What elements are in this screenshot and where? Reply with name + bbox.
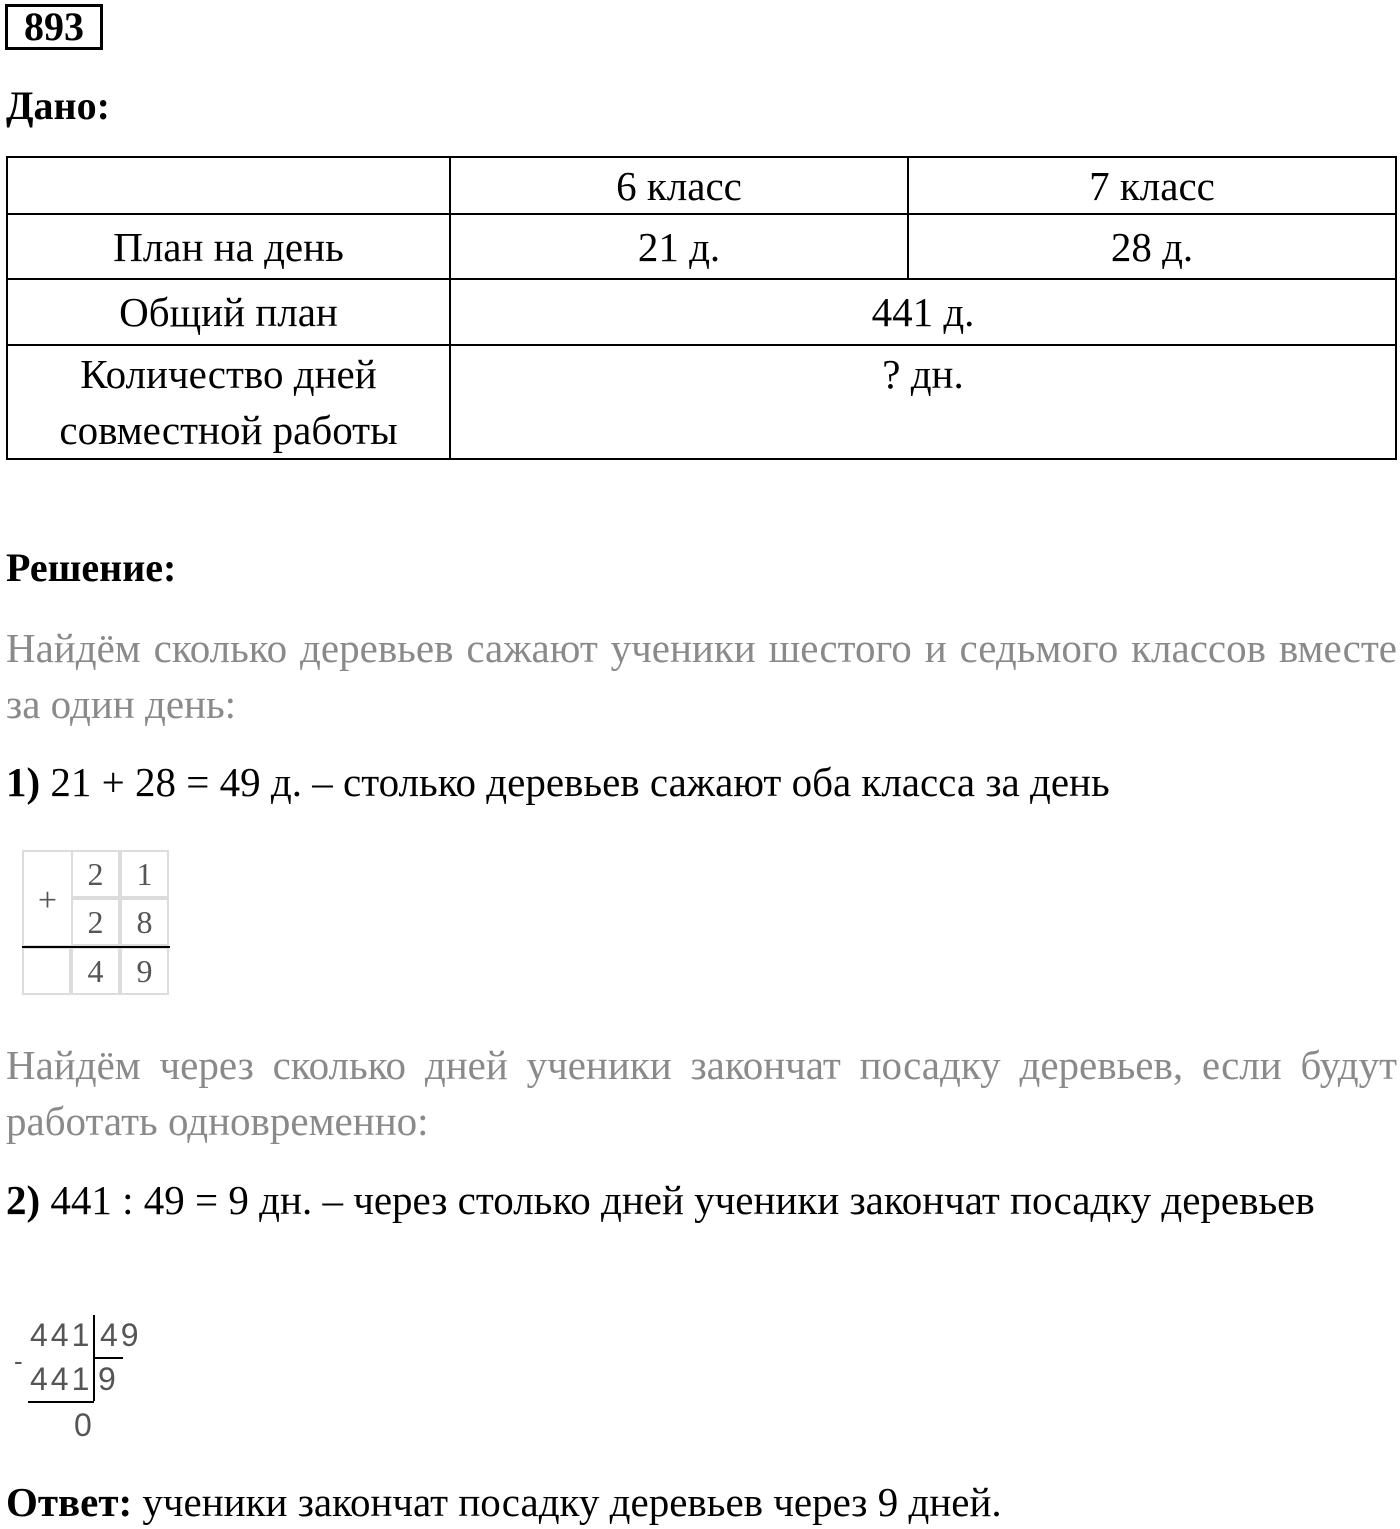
row-label-total-plan: Общий план (7, 279, 450, 345)
table-header-empty (7, 157, 450, 214)
row-label-days-line2: совместной работы (59, 407, 398, 453)
plus-sign: + (22, 850, 71, 947)
sum-digit: 9 (120, 947, 169, 995)
divisor: 49 (100, 1317, 142, 1353)
table-header-row (7, 157, 1396, 214)
addend2-digit: 2 (71, 898, 120, 946)
step-1-text: 21 + 28 = 49 д. – столько деревьев сажают оба класса за день (40, 759, 1110, 805)
daily-plan-class7: 28 д. (908, 214, 1396, 279)
given-heading: Дано: (6, 83, 110, 128)
table-row (7, 279, 1396, 345)
table-header-class6: 6 класс (450, 157, 908, 214)
addend1-digit: 1 (120, 850, 169, 898)
days-value: ? дн. (450, 345, 1396, 459)
step-1-number: 1) (6, 759, 41, 805)
quotient: 9 (98, 1361, 119, 1397)
addend2-digit: 8 (120, 898, 169, 946)
long-division (14, 1315, 154, 1445)
table-row (7, 214, 1396, 279)
step-2 (6, 1172, 1397, 1228)
total-plan-value: 441 д. (450, 279, 1396, 345)
answer (6, 1477, 1002, 1527)
step-2-number: 2) (6, 1177, 41, 1223)
table-header-class7: 7 класс (908, 157, 1396, 214)
explanation-paragraph-1: Найдём сколько деревьев сажают ученики шестого и седьмого классов вместе за один день: (6, 625, 1397, 727)
step-1 (6, 754, 1397, 810)
answer-text: ученики закончат посадку деревьев через 9 дней. (132, 1479, 1002, 1525)
minus-sign: - (14, 1346, 26, 1376)
sum-line (22, 946, 170, 948)
remainder: 0 (74, 1407, 95, 1443)
sum-digit: 4 (71, 947, 120, 995)
answer-label: Ответ: (6, 1479, 133, 1525)
task-number: 893 (5, 4, 103, 50)
sum-empty-cell (22, 947, 71, 995)
row-label-days-line1: Количество дней (80, 351, 377, 397)
addend1-digit: 2 (71, 850, 120, 898)
quotient-line (93, 1357, 123, 1359)
subtrahend: 441 (30, 1361, 93, 1397)
row-label-daily-plan: План на день (7, 214, 450, 279)
subtraction-line (28, 1401, 94, 1403)
step-2-text: 441 : 49 = 9 дн. – через столько дней ученики закончат посадку деревьев (40, 1177, 1315, 1223)
daily-plan-class6: 21 д. (450, 214, 908, 279)
solution-heading: Решение: (6, 545, 177, 590)
dividend: 441 (30, 1317, 93, 1353)
table-row (7, 345, 1396, 459)
given-table (6, 156, 1397, 460)
explanation-paragraph-2: Найдём через сколько дней ученики закончат посадку деревьев, если будут работать одновременно: (6, 1042, 1397, 1144)
column-addition (22, 850, 170, 996)
row-label-days (7, 345, 450, 459)
